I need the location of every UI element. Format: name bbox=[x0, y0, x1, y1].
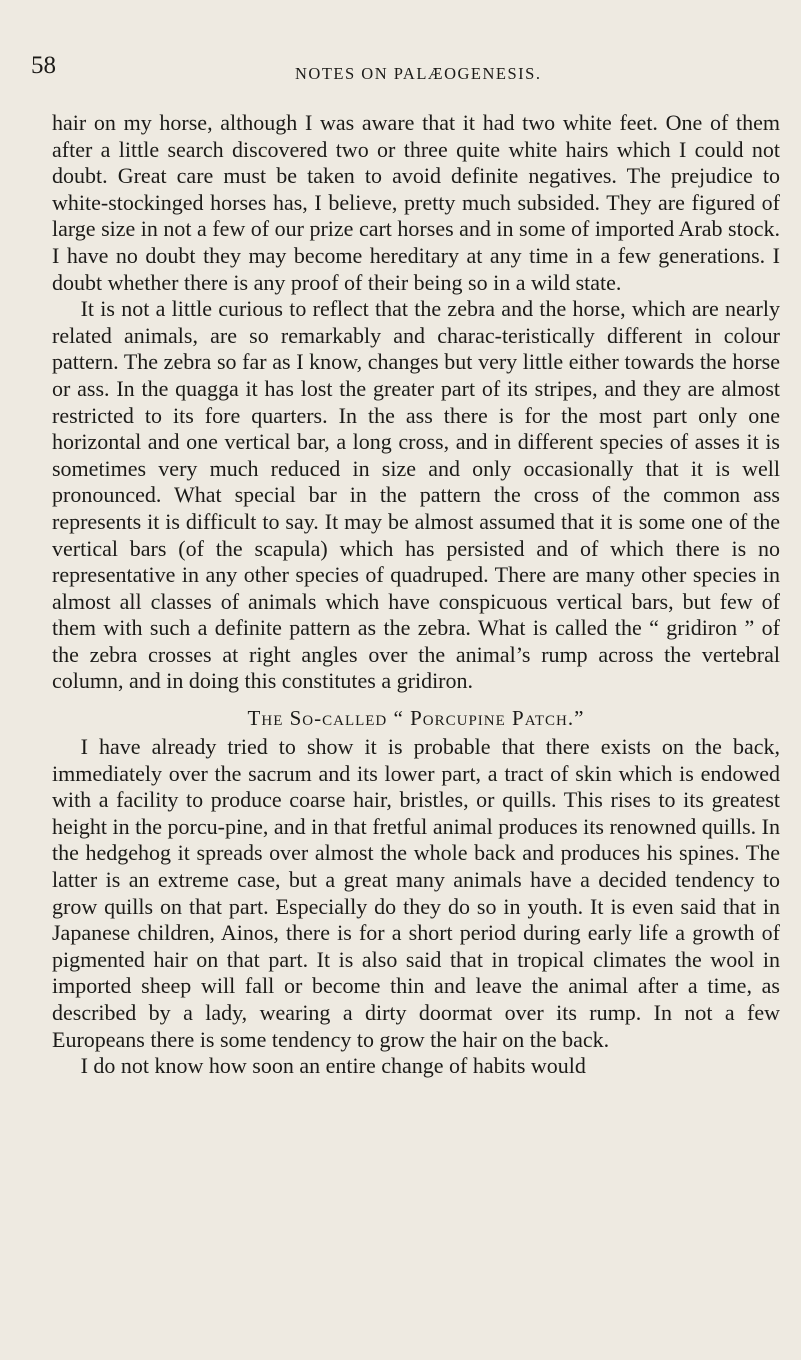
running-title: NOTES ON PALÆOGENESIS. bbox=[295, 64, 542, 83]
page-number: 58 bbox=[31, 52, 56, 79]
paragraph-zebra-pattern: It is not a little curious to reflect that the zebra and the horse, which are nearly related animals, are so remarkably and charac-teristically different in colour pattern. The zebra so far as I know, changes but very little either towards the horse or ass. In the quagga it has lost the greater part of its stripes, and they are almost restricted to its fore quarters. In the ass there is for the most part only one horizontal and one vertical bar, a long cross, and in different species of asses it is sometimes very much reduced in size and only occasionally that it is well pronounced. What special bar in the pattern the cross of the common ass represents it is difficult to say. It may be almost assumed that it is some one of the vertical bars (of the scapula) which has persisted and of which there is no representative in any other species of quadruped. There are many other species in almost all classes of animals which have conspicuous vertical bars, but few of them with such a definite pattern as the zebra. What is called the “ gridiron ” of the zebra crosses at right angles over the animal’s rump across the vertebral column, and in doing this constitutes a gridiron. bbox=[52, 296, 780, 694]
section-heading: The So-called “ Porcupine Patch.” bbox=[247, 706, 585, 731]
body-text bbox=[52, 110, 780, 1080]
paragraph-change-of-habits: I do not know how soon an entire change of habits would bbox=[80, 1053, 586, 1079]
paragraph-porcupine-patch: I have already tried to show it is probable that there exists on the back, immediately over the sacrum and its lower part, a tract of skin which is endowed with a facility to produce coarse hair, bristles, or quills. This rises to its greatest height in the porcu-pine, and in that fretful animal produces its renowned quills. In the hedgehog it spreads over almost the whole back and produces his spines. The latter is an extreme case, but a great many animals have a decided tendency to grow quills on that part. Especially do they do so in youth. It is even said that in Japanese children, Ainos, there is for a short period during early life a growth of pigmented hair on that part. It is also said that in tropical climates the wool in imported sheep will fall or become thin and leave the animal after a time, as described by a lady, wearing a dirty doormat over its rump. In not a few Europeans there is some tendency to grow the hair on the back. bbox=[52, 734, 780, 1052]
paragraph-white-hairs: hair on my horse, although I was aware that it had two white feet. One of them after a little search discovered two or three quite white hairs which I could not doubt. Great care must be taken to avoid definite negatives. The prejudice to white-stockinged horses has, I believe, pretty much subsided. They are figured of large size in not a few of our prize cart horses and in some of imported Arab stock. I have no doubt they may become hereditary at any time in a few generations. I doubt whether there is any proof of their being so in a wild state. bbox=[52, 110, 780, 295]
